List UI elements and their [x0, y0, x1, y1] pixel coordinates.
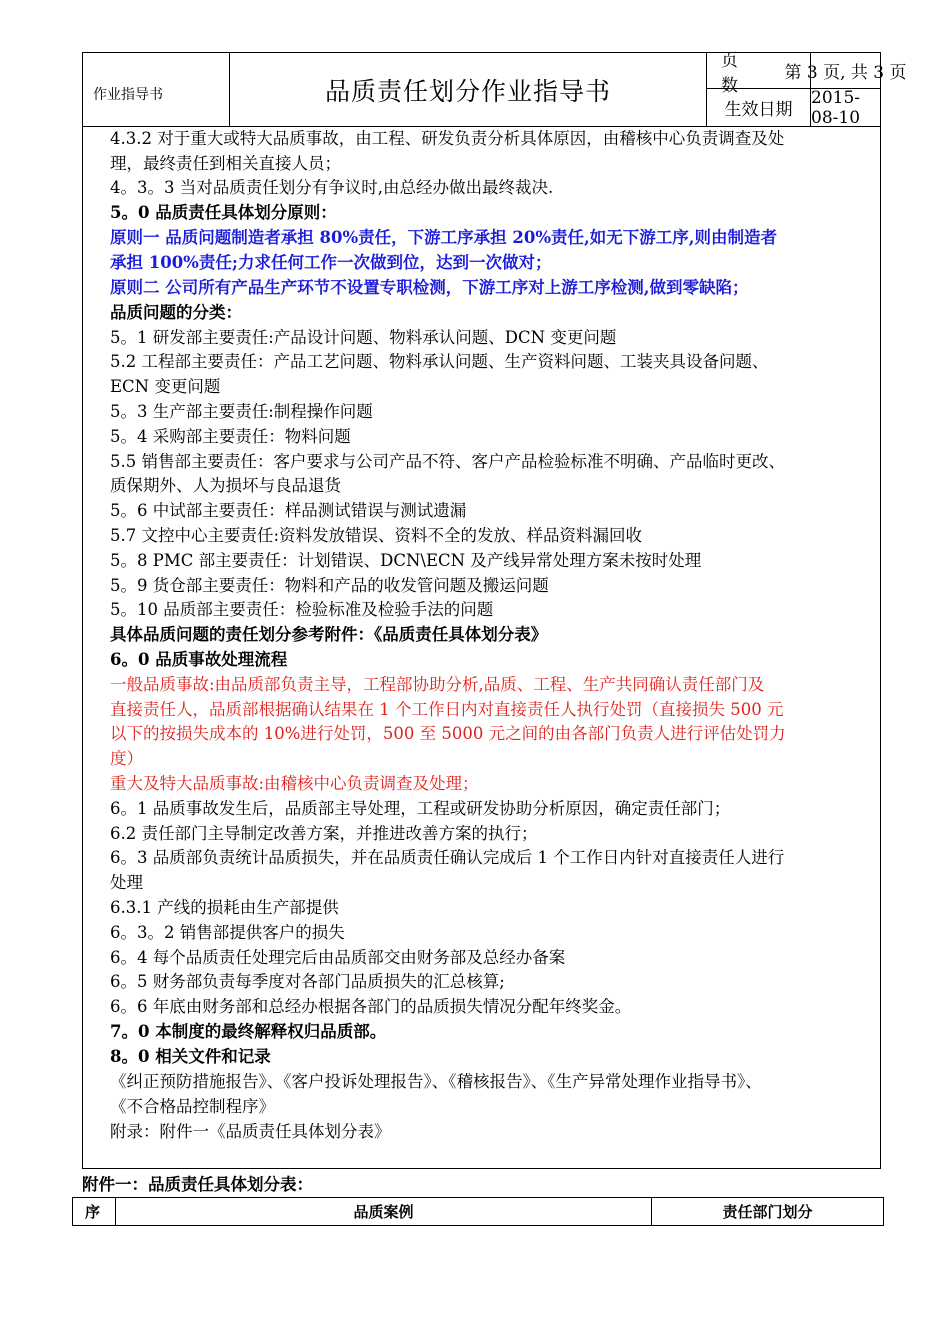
accident-line: 度） [110, 749, 143, 768]
section-heading: 7。0 本制度的最终解释权归品质部。 [110, 1022, 387, 1041]
column-header-seq: 序 [73, 1198, 116, 1225]
page-count-value: 第 3 页, 共 3 页 [811, 53, 880, 89]
principle-line: 原则二 公司所有产品生产环节不设置专职检测，下游工序对上游工序检测,做到零缺陷； [110, 278, 749, 297]
text-line: 5.5 销售部主要责任：客户要求与公司产品不符、客户产品检验标准不明确、产品临时更改、 [110, 452, 785, 471]
text-line: 6.2 责任部门主导制定改善方案，并推进改善方案的执行； [110, 824, 538, 843]
accident-line: 直接责任人，品质部根据确认结果在 1 个工作日内对直接责任人执行处罚（直接损失 500 元 [110, 700, 784, 719]
text-line: 5。3 生产部主要责任:制程操作问题 [110, 402, 373, 421]
annex-table-header [72, 1197, 884, 1226]
text-line: 5。10 品质部主要责任：检验标准及检验手法的问题 [110, 600, 494, 619]
principle-line: 承担 100%责任;力求任何工作一次做到位，达到一次做对； [110, 253, 552, 272]
text-line: 5。6 中试部主要责任：样品测试错误与测试遗漏 [110, 501, 467, 520]
column-header-case: 品质案例 [116, 1198, 652, 1225]
text-line: ECN 变更问题 [110, 377, 221, 396]
text-line: 处理 [110, 873, 143, 892]
principle-line: 原则一 品质问题制造者承担 80%责任，下游工序承担 20%责任,如无下游工序,则由制造者 [110, 228, 778, 247]
accident-line: 以下的按损失成本的 10%进行处罚，500 至 5000 元之间的由各部门负责人进行评估处罚力 [110, 724, 786, 743]
text-line: 5。9 货仓部主要责任：物料和产品的收发管问题及搬运问题 [110, 576, 549, 595]
text-line: 6。6 年底由财务部和总经办根据各部门的品质损失情况分配年终奖金。 [110, 997, 632, 1016]
section-heading: 8。0 相关文件和记录 [110, 1047, 271, 1066]
text-line: 6。3。2 销售部提供客户的损失 [110, 923, 345, 942]
annex-title: 附件一：品质责任具体划分表： [82, 1175, 313, 1194]
header-table [82, 50, 907, 128]
text-line: 5。1 研发部主要责任:产品设计问题、物料承认问题、DCN 变更问题 [110, 328, 617, 347]
text-line: 5.7 文控中心主要责任:资料发放错误、资料不全的发放、样品资料漏回收 [110, 526, 643, 545]
text-line: 6.3.1 产线的损耗由生产部提供 [110, 898, 339, 917]
text-line: 6。3 品质部负责统计品质损失，并在品质责任确认完成后 1 个工作日内针对直接责任人进行 [110, 848, 785, 867]
text-line: 6。5 财务部负责每季度对各部门品质损失的汇总核算; [110, 972, 505, 991]
appendix-line: 附录：附件一《品质责任具体划分表》 [110, 1122, 391, 1141]
text-line: 《不合格品控制程序》 [110, 1097, 275, 1116]
doc-type-label: 作业指导书 [83, 53, 230, 126]
section-heading: 具体品质问题的责任划分参考附件：《品质责任具体划分表》 [110, 625, 548, 644]
text-line: 《纠正预防措施报告》、《客户投诉处理报告》、《稽核报告》、《生产异常处理作业指导书》、 [110, 1072, 762, 1091]
effective-date-label: 生效日期 [707, 89, 811, 126]
text-line: 理，最终责任到相关直接人员； [110, 154, 341, 173]
section-heading: 品质问题的分类： [110, 303, 242, 322]
section-heading: 5。0 品质责任具体划分原则： [110, 203, 337, 222]
page-count-label: 页 数 [707, 53, 811, 89]
text-line: 5。8 PMC 部主要责任：计划错误、DCN\ECN 及产线异常处理方案未按时处理 [110, 551, 702, 570]
text-line: 4。3。3 当对品质责任划分有争议时,由总经办做出最终裁决. [110, 178, 554, 197]
accident-line: 一般品质事故:由品质部负责主导，工程部协助分析,品质、工程、生产共同确认责任部门及 [110, 675, 765, 694]
text-line: 5。4 采购部主要责任：物料问题 [110, 427, 351, 446]
text-line: 4.3.2 对于重大或特大品质事故，由工程、研发负责分析具体原因，由稽核中心负责调查及处 [110, 129, 785, 148]
text-line: 6。1 品质事故发生后，品质部主导处理，工程或研发协助分析原因，确定责任部门； [110, 799, 731, 818]
section-heading: 6。0 品质事故处理流程 [110, 650, 288, 669]
text-line: 6。4 每个品质责任处理完后由品质部交由财务部及总经办备案 [110, 948, 566, 967]
accident-line: 重大及特大品质事故:由稽核中心负责调查及处理； [110, 774, 479, 793]
effective-date-value: 2015-08-10 [811, 87, 861, 128]
text-line: 质保期外、人为损坏与良品退货 [110, 476, 341, 495]
text-line: 5.2 工程部主要责任：产品工艺问题、物料承认问题、生产资料问题、工装夹具设备问题、 [110, 352, 769, 371]
document-title: 品质责任划分作业指导书 [230, 53, 707, 126]
column-header-dept: 责任部门划分 [722, 1203, 813, 1221]
